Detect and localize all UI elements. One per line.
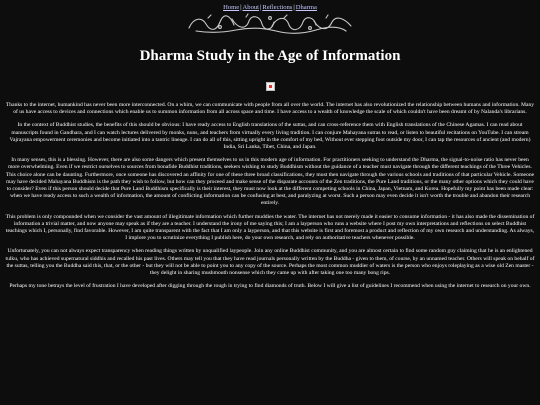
nav-link-home[interactable]: Home [223, 4, 240, 11]
page-title: Dharma Study in the Age of Information [139, 48, 401, 64]
nav-separator: | [240, 4, 242, 11]
nav-separator: | [260, 4, 262, 11]
paragraph-5: Unfortunately, you can not always expect transparency when reading things written by unqualified laypeople. Join any online Buddhist community, and you are almost certain to find some random guy claiming that he is an enlightened tulku, who has achieved supernatural siddhis and recalled his past lives. Others may tell you that they have read journals personally written by the Buddha - given to them, of course, by an unnamed teacher. Others will speak on behalf of the suttas, telling you the Buddha said this, that, or the other - but they will not be able to point you to any copy of the source. Perhaps the most common muddier of waters is the person who enjoys roleplaying as a wise old Zen master - they delight in sharing mushmouth nonsense which they came up with after taking one too many bong rips. [5, 248, 535, 277]
nav-separator: | [293, 4, 295, 11]
nav-link-reflections[interactable]: Reflections [262, 4, 293, 11]
paragraph-4: This problem is only compounded when we consider the vast amount of illegitimate information which further muddies the water. The internet has not merely made it easier to consume information - it has also made the dissemination of information a trivial matter, and now anyone may speak as if they are a teacher. I understand the irony of me saying this; I am a layperson who runs a website where I post my own interpretations and reflections on select Buddhist teachings which I, personally, find favorable. However, I am quite transparent with the fact that I am only a layperson, and that this website is first and foremost a product and reflection of my own research and understanding. As always, I implore you to scrutinize everything I publish here, do your own research, and rely on authoritative teachers whenever possible. [5, 213, 535, 242]
paragraph-6: Perhaps my tone betrays the level of frustration I have developed after digging through the rough in trying to find diamonds of truth. Below I will give a list of guidelines I recommend when using the internet to research on your own. [9, 283, 531, 290]
paragraph-2: In the context of Buddhist studies, the benefits of this should be obvious: I have ready access to English translations of the suttas, and can cross-reference them with English translations of the Chinese Agamas. I can read about manuscripts found in Gandhara, and I can watch lectures delivered by monks, nuns, and teachers from virtually every living tradition. I can conjure Mahayana sutras to read, or listen to beautiful recitations on YouTube. I can stream Vajrayana empowerment ceremonies and become initiated into a tantric lineage. I can do all of this, sitting upright in the comfort of my bed, Without ever stepping foot outside my door, I can tap the resources of ancient (and modern) India, Sri Lanka, Tibet, China, and Japan. [9, 122, 531, 151]
nav-link-dharma[interactable]: Dharma [295, 4, 317, 11]
nav-link-about[interactable]: About [242, 4, 259, 11]
ornamental-banner-icon [186, 13, 354, 35]
top-nav [5, 4, 535, 12]
paragraph-1: Thanks to the internet, humankind has never been more interconnected. On a whim, we can communicate with people from all over the world. The internet has also revolutionized the relationship between humans and information. Many of us have access to devices and connections which enable us to summon information from all across space and time. I have access to a wealth of knowledge the scale of which couldn't have been dreamt of by Nalanda's librarians. [5, 102, 535, 116]
broken-image-icon [5, 80, 535, 98]
paragraph-3: In many senses, this is a blessing. However, there are also some dangers which present themselves to us in this modern age of information. For practitioners seeking to understand the Dharma, the signal-to-noise ratio has never been more overwhelming. Even if we restrict ourselves to sources from bonafide Buddhist traditions, seekers wishing to study Buddhism without the guidance of a teacher must navigate through the different teachings of the Three Vehicles. This choice alone can be daunting. Furthermore, once someone has discovered an affinity for one of these three broad classifications, they must then navigate through the various schools and traditions of that particular Vehicle. Someone may have decided Mahayana Buddhism is the path they wish to follow, but how can they proceed and make sense of the disparate accounts of the Zen traditions, the Pure Land traditions, or the many other options which they could have to consider? Even if this person should decide that Pure Land Buddhism specifically is their interest, they must now look at the different competing schools in China, Japan, Vietnam, and Korea. Hopefully my point has been made clear: when we have ready access to such a wealth of information, the amount of conflicting information can be confusing at best, and paralyzing at worst. Such a person may even decide it isn't worth the trouble and abandon their research entirely. [5, 157, 535, 207]
